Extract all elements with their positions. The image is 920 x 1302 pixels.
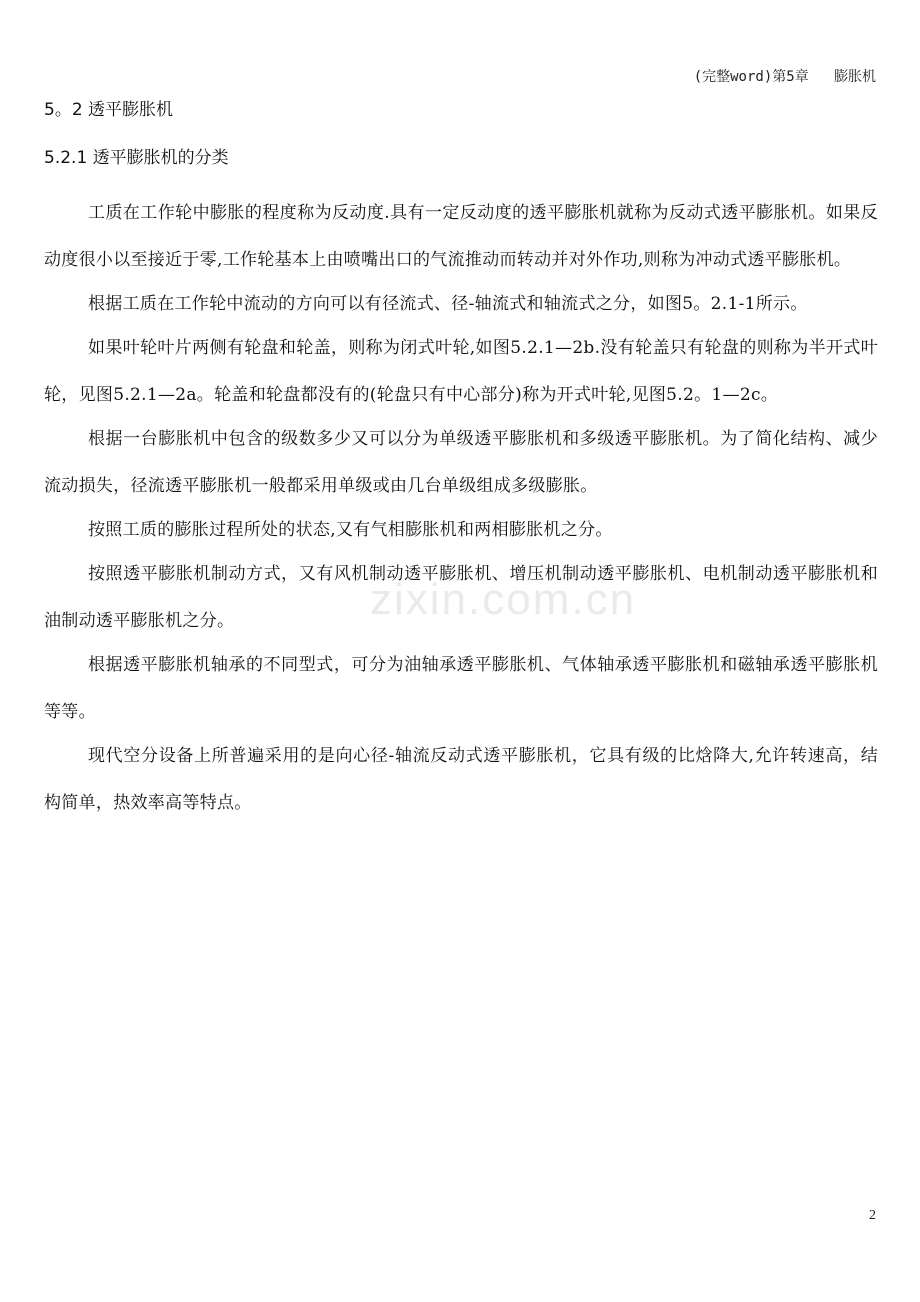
page-header: (完整word)第5章 膨胀机: [693, 69, 876, 85]
paragraph-flow-direction: 根据工质在工作轮中流动的方向可以有径流式、径-轴流式和轴流式之分，如图5。2.1-1所示。: [88, 294, 808, 314]
subsection-title: 5.2.1 透平膨胀机的分类: [44, 148, 229, 168]
paragraph-stage-count: 根据一台膨胀机中包含的级数多少又可以分为单级透平膨胀机和多级透平膨胀机。为了简化结构、减少流动损失，径流透平膨胀机一般都采用单级或由几台单级组成多级膨胀。: [44, 429, 878, 496]
paragraph-modern-usage: 现代空分设备上所普遍采用的是向心径-轴流反动式透平膨胀机，它具有级的比焓降大,允许转速高，结构简单，热效率高等特点。: [44, 746, 878, 813]
watermark: zixin.com.cn: [370, 575, 637, 624]
paragraph-reaction-degree: 工质在工作轮中膨胀的程度称为反动度.具有一定反动度的透平膨胀机就称为反动式透平膨胀机。如果反动度很小以至接近于零,工作轮基本上由喷嘴出口的气流推动而转动并对外作功,则称为冲动式透平膨胀机。: [44, 203, 878, 270]
paragraph-impeller-types: 如果叶轮叶片两侧有轮盘和轮盖，则称为闭式叶轮,如图5.2.1—2b.没有轮盖只有轮盘的则称为半开式叶轮，见图5.2.1—2a。轮盖和轮盘都没有的(轮盘只有中心部分)称为开式叶轮,见图5.2。1—2c。: [44, 338, 878, 405]
page-number: 2: [869, 1208, 876, 1223]
paragraph-phase-state: 按照工质的膨胀过程所处的状态,又有气相膨胀机和两相膨胀机之分。: [88, 520, 613, 540]
paragraph-bearing-type: 根据透平膨胀机轴承的不同型式，可分为油轴承透平膨胀机、气体轴承透平膨胀机和磁轴承透平膨胀机等等。: [44, 655, 878, 722]
document-body: [44, 96, 878, 827]
section-title: 5。2 透平膨胀机: [44, 100, 174, 120]
paragraph-braking-method: 按照透平膨胀机制动方式，又有风机制动透平膨胀机、增压机制动透平膨胀机、电机制动透平膨胀机和油制动透平膨胀机之分。: [44, 564, 878, 631]
